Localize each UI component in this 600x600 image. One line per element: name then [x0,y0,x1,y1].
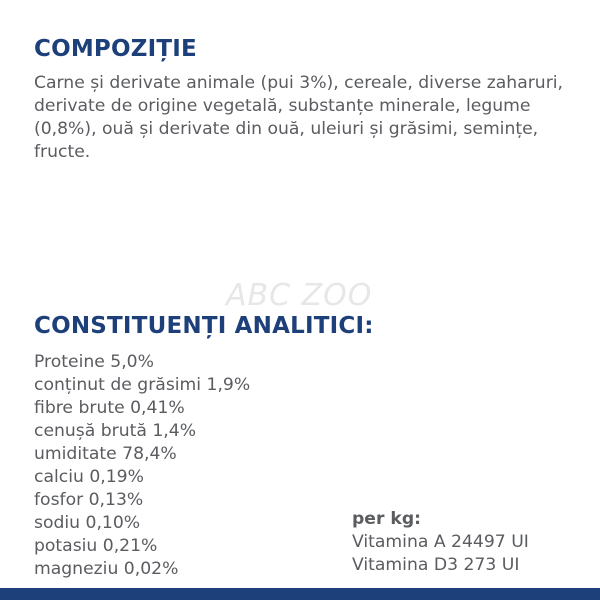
analytic-item-phosphorus: fosfor 0,13% [34,490,144,510]
analytics-heading: CONSTITUENȚI ANALITICI: [34,313,374,339]
vitamin-d3-line: Vitamina D3 273 UI [352,555,520,575]
composition-heading: COMPOZIȚIE [34,36,197,62]
analytic-item-protein: Proteine 5,0% [34,352,154,372]
bottom-bar [0,588,600,600]
watermark: ABC ZOO [226,278,373,313]
per-kg-block [352,508,529,577]
analytic-item-fibre: fibre brute 0,41% [34,398,185,418]
analytics-list [34,351,250,581]
analytic-item-potassium: potasiu 0,21% [34,536,158,556]
per-kg-label: per kg: [352,509,422,529]
composition-text: Carne și derivate animale (pui 3%), cereale, diverse zaharuri, derivate de origine vegetală, substanțe minerale, legume (0,8%), ouă și derivate din ouă, uleiuri și grăsimi, semințe, fructe. [34,73,563,162]
analytic-item-ash: cenușă brută 1,4% [34,421,197,441]
analytic-item-magnesium: magneziu 0,02% [34,559,179,579]
vitamin-a-line: Vitamina A 24497 UI [352,532,529,552]
analytic-item-moisture: umiditate 78,4% [34,444,177,464]
analytic-item-sodium: sodiu 0,10% [34,513,141,533]
analytic-item-calcium: calciu 0,19% [34,467,144,487]
analytic-item-fat: conținut de grăsimi 1,9% [34,375,251,395]
